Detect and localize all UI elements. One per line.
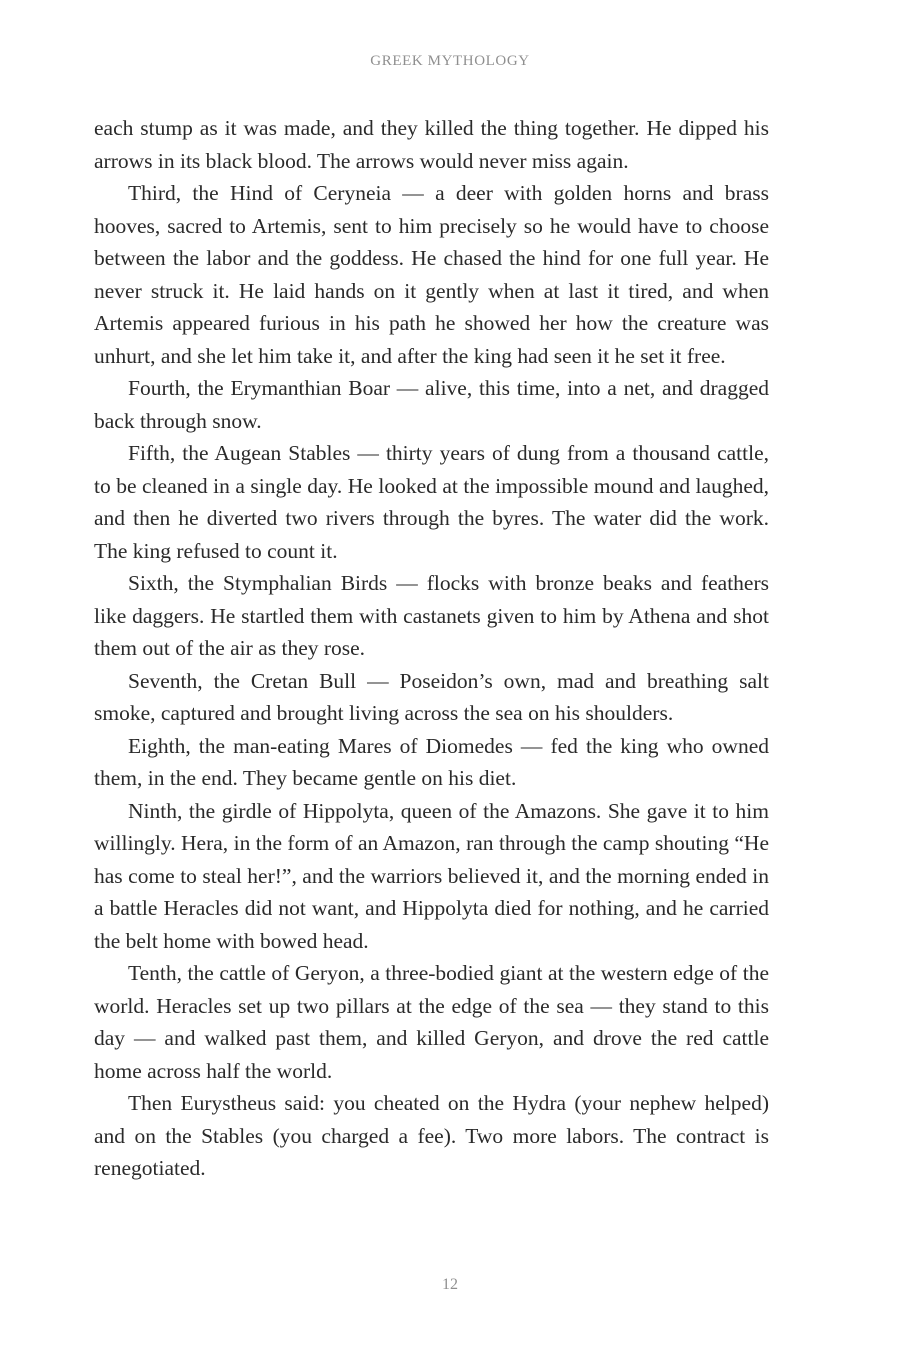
paragraph: Ninth, the girdle of Hippolyta, queen of the Amazons. She gave it to him willingly. Hera, in the form of an Amazon, ran through the camp shouting “He has come to steal her!”, and the warriors believed it, and the morning ended in a battle Heracles did not want, and Hippolyta died for nothing, and he carried the belt home with bowed head. bbox=[94, 798, 769, 953]
running-head: GREEK MYTHOLOGY bbox=[370, 53, 530, 69]
page-number: 12 bbox=[442, 1276, 458, 1293]
paragraph: Eighth, the man-eating Mares of Diomedes — fed the king who owned them, in the end. They became gentle on his diet. bbox=[94, 733, 769, 790]
paragraph: Then Eurystheus said: you cheated on the Hydra (your nephew helped) and on the Stables (you charged a fee). Two more labors. The contract is renegotiated. bbox=[94, 1091, 769, 1180]
paragraph: Tenth, the cattle of Geryon, a three-bodied giant at the western edge of the world. Heracles set up two pillars at the edge of the sea — they stand to this day — and walked past them, and killed Geryon, and drove the red cattle home across half the world. bbox=[94, 961, 769, 1083]
paragraph: Third, the Hind of Ceryneia — a deer with golden horns and brass hooves, sacred to Artemis, sent to him precisely so he would have to choose between the labor and the goddess. He chased the hind for one full year. He never struck it. He laid hands on it gently when at last it tired, and when Artemis appeared furious in his path he showed her how the creature was unhurt, and she let him take it, and after the king had seen it he set it free. bbox=[94, 181, 769, 368]
paragraph: Sixth, the Stymphalian Birds — flocks with bronze beaks and feathers like daggers. He startled them with castanets given to him by Athena and shot them out of the air as they rose. bbox=[94, 571, 769, 660]
paragraph: Fourth, the Erymanthian Boar — alive, this time, into a net, and dragged back through snow. bbox=[94, 376, 769, 433]
paragraph: each stump as it was made, and they killed the thing together. He dipped his arrows in its black blood. The arrows would never miss again. bbox=[94, 116, 769, 173]
body-text bbox=[94, 112, 769, 1185]
paragraph: Fifth, the Augean Stables — thirty years of dung from a thousand cattle, to be cleaned in a single day. He looked at the impossible mound and laughed, and then he diverted two rivers through the byres. The water did the work. The king refused to count it. bbox=[94, 441, 769, 563]
paragraph: Seventh, the Cretan Bull — Poseidon’s own, mad and breathing salt smoke, captured and brought living across the sea on his shoulders. bbox=[94, 668, 769, 725]
